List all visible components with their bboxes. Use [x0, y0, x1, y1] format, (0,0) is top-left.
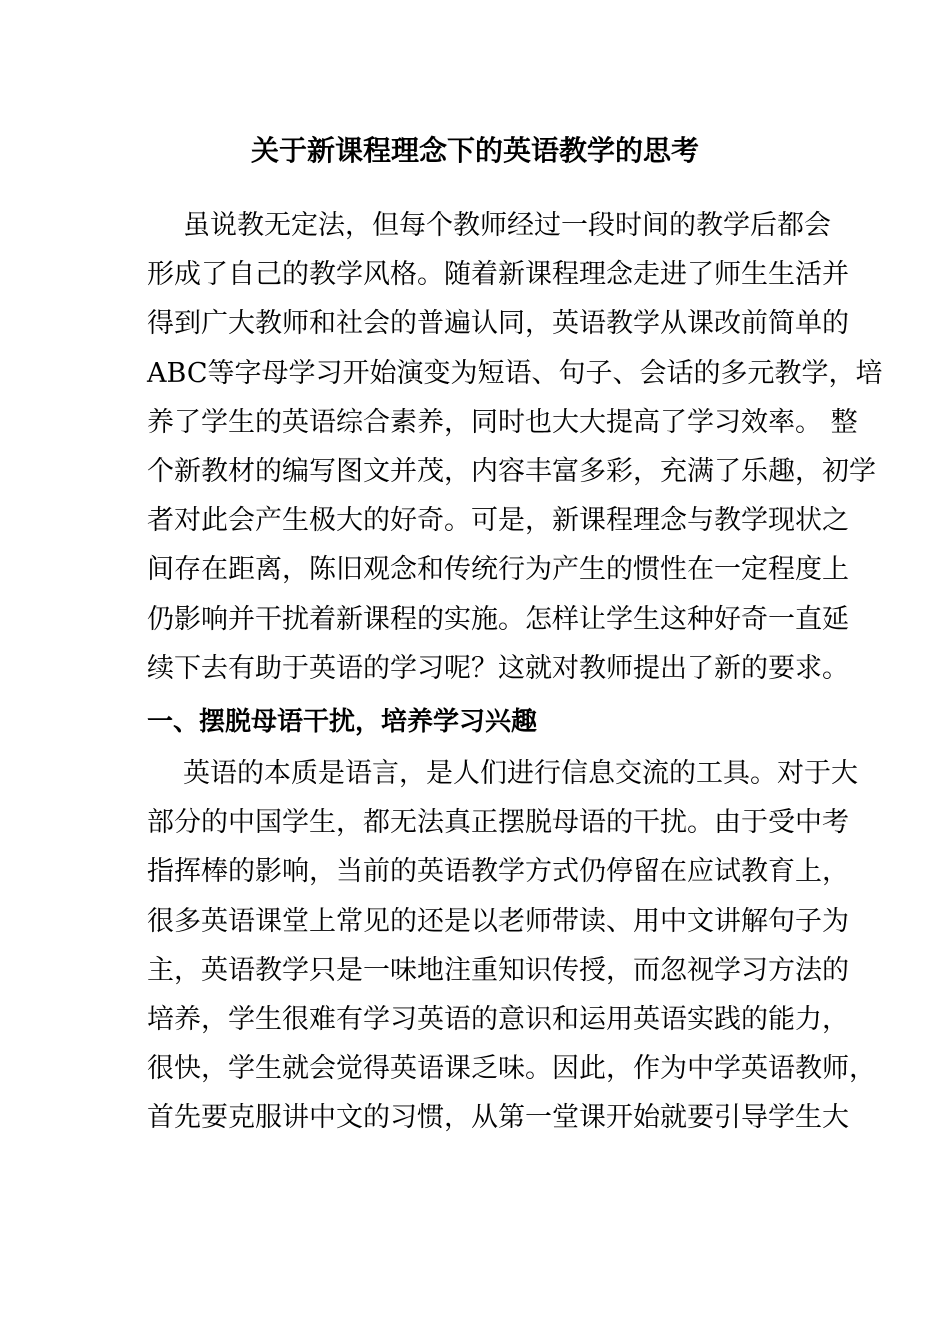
paragraph-line: 间存在距离，陈旧观念和传统行为产生的惯性在一定程度上: [147, 554, 849, 586]
paragraph-line: 培养，学生很难有学习英语的意识和运用英语实践的能力，: [147, 1003, 849, 1035]
intro-paragraph: [147, 201, 883, 693]
paragraph-line: 英语的本质是语言，是人们进行信息交流的工具。对于大: [183, 758, 858, 789]
paragraph-line: 指挥棒的影响，当前的英语教学方式仍停留在应试教育上，: [147, 856, 849, 888]
paragraph-line: 很多英语课堂上常见的还是以老师带读、用中文讲解句子为: [147, 905, 849, 937]
section-paragraph: [147, 749, 876, 1143]
paragraph-line: 虽说教无定法，但每个教师经过一段时间的教学后都会: [183, 210, 831, 241]
section-heading: 一、摆脱母语干扰，培养学习兴趣: [147, 707, 538, 737]
paragraph-line: 很快，学生就会觉得英语课乏味。因此，作为中学英语教师，: [147, 1053, 876, 1085]
paragraph-line: 部分的中国学生，都无法真正摆脱母语的干扰。由于受中考: [147, 807, 849, 839]
paragraph-line: ABC等字母学习开始演变为短语、句子、会话的多元教学，培: [147, 357, 883, 389]
paragraph-line: 仍影响并干扰着新课程的实施。怎样让学生这种好奇一直延: [147, 603, 849, 635]
paragraph-line: 首先要克服讲中文的习惯，从第一堂课开始就要引导学生大: [147, 1102, 849, 1134]
paragraph-line: 个新教材的编写图文并茂，内容丰富多彩，充满了乐趣，初学: [147, 455, 876, 487]
paragraph-line: 形成了自己的教学风格。随着新课程理念走进了师生生活并: [147, 259, 849, 291]
paragraph-line: 者对此会产生极大的好奇。可是，新课程理念与教学现状之: [147, 505, 849, 537]
paragraph-line: 续下去有助于英语的学习呢？这就对教师提出了新的要求。: [147, 652, 849, 684]
document-title: 关于新课程理念下的英语教学的思考: [250, 134, 699, 167]
paragraph-line: 主，英语教学只是一味地注重知识传授，而忽视学习方法的: [147, 954, 849, 986]
paragraph-line: 得到广大教师和社会的普遍认同，英语教学从课改前简单的: [147, 308, 849, 340]
paragraph-line: 养了学生的英语综合素养，同时也大大提高了学习效率。 整: [147, 406, 858, 438]
